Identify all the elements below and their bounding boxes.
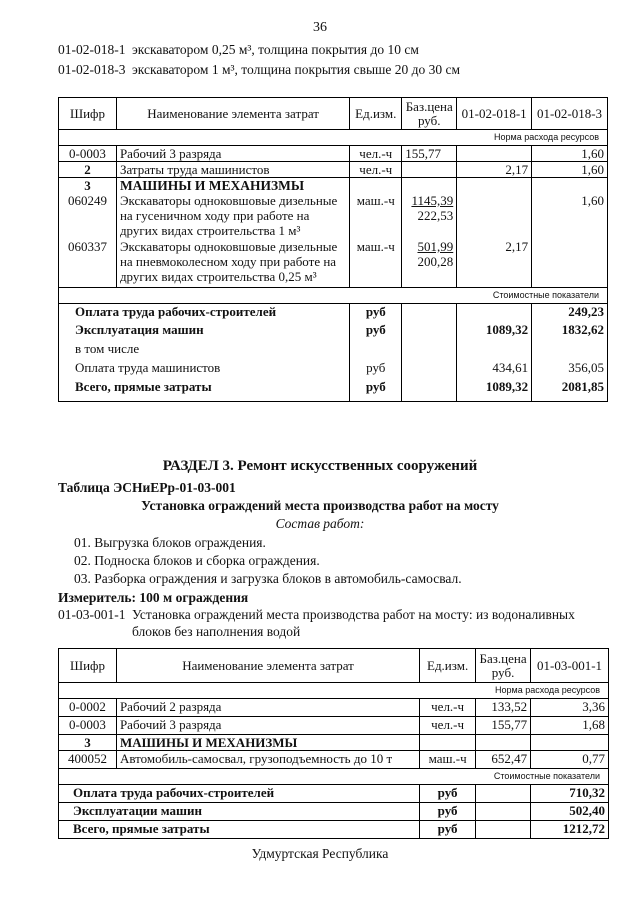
section-title: РАЗДЕЛ 3. Ремонт искусственных сооружений	[162, 458, 478, 474]
th-price: Баз.цена руб.	[402, 98, 457, 130]
footer: Удмуртская Республика	[251, 846, 389, 861]
header-text: экскаватором 0,25 м³, толщина покрытия до 10 см	[132, 42, 419, 57]
header-text: экскаватором 1 м³, толщина покрытия свыше 20 до 30 см	[132, 62, 461, 77]
header-code: 01-02-018-3	[58, 62, 126, 77]
table-row: 400052 Автомобиль-самосвал, грузоподъемность до 10 т маш.-ч 652,47 0,77	[59, 751, 609, 769]
th-name: Наименование элемента затрат	[116, 98, 349, 130]
table-row: 0-0003 Рабочий 3 разряда чел.-ч 155,77 1,60	[59, 146, 608, 162]
table-row: 0-0003 Рабочий 3 разряда чел.-ч 155,77 1,68	[59, 717, 609, 735]
th-code-2: 01-02-018-3	[532, 98, 608, 130]
th-price: Баз.цена руб.	[476, 649, 531, 683]
table-row: 2 Затраты труда машинистов чел.-ч 2,17 1,60	[59, 162, 608, 178]
th-unit: Ед.изм.	[350, 98, 402, 130]
table-row: 3 МАШИНЫ И МЕХАНИЗМЫ	[59, 735, 609, 751]
table-row: 060249 Экскаваторы одноковшовые дизельные на гусеничном ходу при работе на других видах строительства 1 м³ маш.-ч 1145,39 222,53 1,60	[59, 193, 608, 239]
item-line	[58, 606, 618, 640]
th-name: Наименование элемента затрат	[116, 649, 419, 683]
th-unit: Ед.изм.	[420, 649, 476, 683]
work-item: 02. Подноска блоков и сборка ограждения.	[74, 553, 320, 568]
cost-row: Эксплуатация машин руб 1089,32 1832,62	[59, 322, 608, 341]
item-code: 01-03-001-1	[58, 607, 126, 622]
work-composition-heading: Состав работ:	[275, 516, 365, 531]
cost-row: Оплата труда рабочих-строителей руб 710,32	[59, 785, 609, 803]
band-cost: Стоимостные показатели	[59, 287, 608, 303]
page-number: 36	[313, 20, 327, 35]
th-shifr: Шифр	[59, 649, 117, 683]
band-norm: Норма расхода ресурсов	[59, 683, 609, 699]
work-item: 03. Разборка ограждения и загрузка блоков в автомобиль-самосвал.	[74, 571, 462, 586]
cost-row: Всего, прямые затраты руб 1089,32 2081,85	[59, 379, 608, 401]
cost-row: Оплата труда машинистов руб 434,61 356,05	[59, 360, 608, 379]
band-cost: Стоимостные показатели	[59, 769, 609, 785]
cost-row: в том числе	[59, 341, 608, 360]
work-item: 01. Выгрузка блоков ограждения.	[74, 535, 266, 550]
resource-table-2	[58, 648, 609, 839]
cost-row: Эксплуатации машин руб 502,40	[59, 803, 609, 821]
th-shifr: Шифр	[59, 98, 117, 130]
resource-table-1	[58, 97, 608, 402]
header-code: 01-02-018-1	[58, 42, 126, 57]
item-text: Установка ограждений места производства работ на мосту: из водоналивных блоков без наполнения водой	[132, 607, 575, 639]
table-title: Установка ограждений места производства работ на мосту	[141, 498, 499, 513]
cost-row: Оплата труда рабочих-строителей руб 249,23	[59, 303, 608, 322]
table-row: 3 МАШИНЫ И МЕХАНИЗМЫ	[59, 178, 608, 194]
band-norm: Норма расхода ресурсов	[59, 130, 608, 146]
measure: Измеритель: 100 м ограждения	[58, 590, 249, 605]
table-row: 0-0002 Рабочий 2 разряда чел.-ч 133,52 3,36	[59, 699, 609, 717]
header-line	[58, 62, 460, 78]
th-code-1: 01-02-018-1	[457, 98, 532, 130]
table-row: 060337 Экскаваторы одноковшовые дизельные на пневмоколесном ходу при работе на других видах строительства 0,25 м³ маш.-ч 501,99 200,28 2,17	[59, 239, 608, 287]
table-label: Таблица ЭСНиЕРр-01-03-001	[58, 480, 236, 495]
th-code-1: 01-03-001-1	[531, 649, 609, 683]
cost-row: Всего, прямые затраты руб 1212,72	[59, 821, 609, 839]
header-line	[58, 42, 419, 58]
